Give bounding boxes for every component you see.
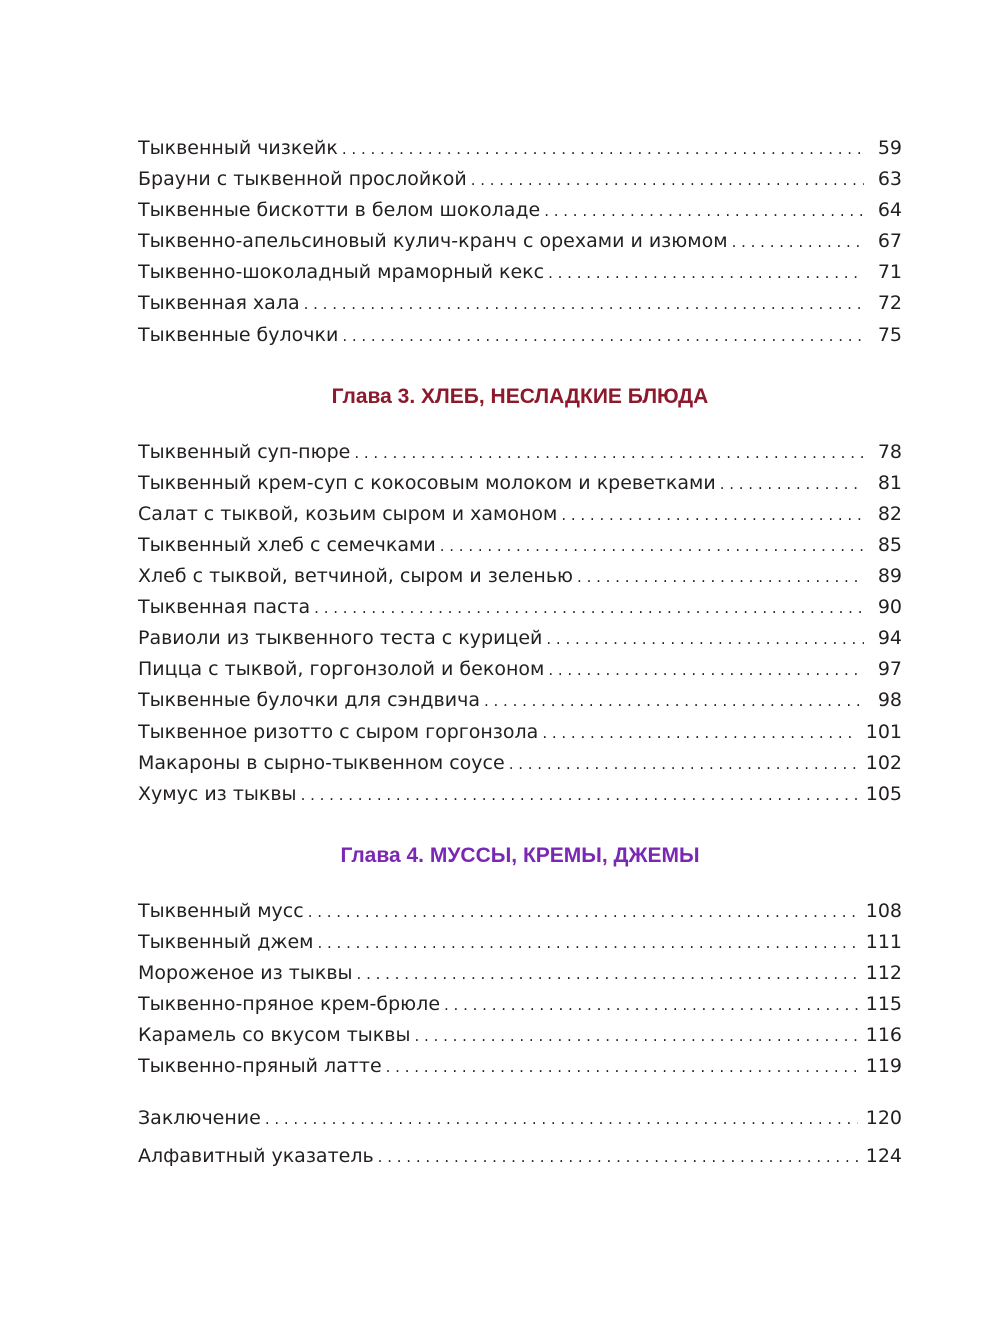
toc-entry-page: 119: [865, 1055, 902, 1078]
dot-leader: [440, 531, 864, 561]
toc-entry-page: 64: [877, 199, 902, 222]
toc-section-chapter-4: [138, 896, 902, 1083]
toc-entry[interactable]: [138, 437, 902, 468]
toc-entry[interactable]: [138, 989, 902, 1020]
toc-entry-title: Тыквенный суп-пюре: [138, 437, 354, 468]
toc-entry-page: 124: [865, 1145, 902, 1168]
toc-entry[interactable]: [138, 257, 902, 288]
toc-entry-page: 72: [877, 292, 902, 315]
toc-entry[interactable]: [138, 1099, 902, 1137]
toc-entry-page: 105: [865, 782, 902, 805]
dot-leader: [577, 562, 864, 592]
toc-entry-page: 78: [877, 440, 902, 463]
toc-entry[interactable]: [138, 592, 902, 623]
toc-entry-title: Хлеб с тыквой, ветчиной, сыром и зеленью: [138, 561, 577, 592]
toc-entry-title: Алфавитный указатель: [138, 1137, 378, 1175]
toc-entry-page: 82: [877, 502, 902, 525]
toc-entry-page: 90: [877, 596, 902, 619]
dot-leader: [546, 624, 864, 654]
toc-entry[interactable]: [138, 685, 902, 716]
toc-entry-page: 94: [877, 627, 902, 650]
dot-leader: [561, 500, 864, 530]
toc-entry-page: 120: [865, 1107, 902, 1130]
toc-entry[interactable]: [138, 654, 902, 685]
toc-entry-page: 108: [865, 899, 902, 922]
toc-entry-title: Карамель со вкусом тыквы: [138, 1020, 414, 1051]
dot-leader: [471, 165, 864, 195]
toc-entry[interactable]: [138, 133, 902, 164]
toc-entry-title: Тыквенная паста: [138, 592, 314, 623]
toc-entry-page: 63: [877, 168, 902, 191]
dot-leader: [378, 1138, 858, 1175]
dot-leader: [544, 196, 864, 226]
dot-leader: [308, 897, 858, 927]
toc-entry-title: Тыквенное ризотто с сыром горгонзола: [138, 717, 542, 748]
toc-entry-title: Тыквенный хлеб с семечками: [138, 530, 440, 561]
toc-entry[interactable]: [138, 1020, 902, 1051]
toc-entry-page: 112: [865, 961, 902, 984]
toc-entry-title: Тыквенная хала: [138, 288, 304, 319]
toc-entry-title: Заключение: [138, 1099, 265, 1137]
dot-leader: [304, 289, 864, 319]
toc-section-backmatter: [138, 1099, 902, 1175]
dot-leader: [414, 1021, 857, 1051]
toc-entry-title: Равиоли из тыквенного теста с курицей: [138, 623, 546, 654]
toc-section-chapter-3: [138, 437, 902, 810]
dot-leader: [542, 718, 857, 748]
toc-entry[interactable]: [138, 1051, 902, 1082]
toc-entry[interactable]: [138, 1137, 902, 1175]
toc-entry-title: Тыквенный джем: [138, 927, 317, 958]
dot-leader: [354, 438, 864, 468]
toc-entry[interactable]: [138, 288, 902, 319]
toc-entry-page: 97: [877, 658, 902, 681]
toc-entry[interactable]: [138, 958, 902, 989]
toc-entry[interactable]: [138, 320, 902, 351]
toc-entry-title: Тыквенно-апельсиновый кулич-кранч с орехами и изюмом: [138, 226, 732, 257]
toc-entry[interactable]: [138, 623, 902, 654]
toc-entry-title: Тыквенные булочки: [138, 320, 342, 351]
toc-entry-title: Тыквенный чизкейк: [138, 133, 342, 164]
dot-leader: [386, 1052, 858, 1082]
toc-entry-title: Тыквенные булочки для сэндвича: [138, 685, 484, 716]
dot-leader: [342, 134, 864, 164]
toc-entry-page: 111: [865, 930, 902, 953]
chapter-3-heading[interactable]: Глава 3. ХЛЕБ, НЕСЛАДКИЕ БЛЮДА: [331, 384, 709, 408]
toc-entry-title: Тыквенно-пряное крем-брюле: [138, 989, 444, 1020]
toc-entry-page: 75: [877, 323, 902, 346]
toc-entry-page: 89: [877, 565, 902, 588]
dot-leader: [720, 469, 864, 499]
toc-section-continued: [138, 133, 902, 351]
toc-entry[interactable]: [138, 748, 902, 779]
dot-leader: [484, 686, 864, 716]
toc-entry[interactable]: [138, 499, 902, 530]
toc-entry-title: Тыквенно-шоколадный мраморный кекс: [138, 257, 548, 288]
toc-entry-page: 85: [877, 533, 902, 556]
toc-entry-page: 67: [877, 230, 902, 253]
dot-leader: [548, 655, 864, 685]
toc-entry-page: 102: [865, 751, 902, 774]
dot-leader: [317, 928, 857, 958]
toc-entry[interactable]: [138, 530, 902, 561]
toc-entry[interactable]: [138, 779, 902, 810]
toc-entry-page: 81: [877, 471, 902, 494]
toc-entry[interactable]: [138, 468, 902, 499]
dot-leader: [342, 321, 864, 351]
dot-leader: [357, 959, 858, 989]
toc-entry-title: Мороженое из тыквы: [138, 958, 357, 989]
toc-entry-title: Тыквенный мусс: [138, 896, 308, 927]
toc-entry[interactable]: [138, 896, 902, 927]
toc-entry-page: 116: [865, 1024, 902, 1047]
dot-leader: [265, 1100, 858, 1137]
toc-entry-title: Макароны в сырно-тыквенном соусе: [138, 748, 509, 779]
spacer: [138, 1082, 902, 1099]
toc-entry-page: 98: [877, 689, 902, 712]
toc-entry[interactable]: [138, 226, 902, 257]
dot-leader: [509, 749, 858, 779]
dot-leader: [301, 780, 858, 810]
toc-entry-page: 71: [877, 261, 902, 284]
toc-entry-page: 59: [877, 137, 902, 159]
toc-entry[interactable]: [138, 561, 902, 592]
toc-entry-title: Тыквенные бискотти в белом шоколаде: [138, 195, 544, 226]
toc-entry-title: Брауни с тыквенной прослойкой: [138, 164, 471, 195]
toc-entry[interactable]: [138, 164, 902, 195]
toc-entry-title: Пицца с тыквой, горгонзолой и беконом: [138, 654, 548, 685]
toc-entry-title: Тыквенный крем-суп с кокосовым молоком и креветками: [138, 468, 720, 499]
toc-entry-title: Тыквенно-пряный латте: [138, 1051, 386, 1082]
dot-leader: [548, 258, 864, 288]
toc-entry[interactable]: [138, 717, 902, 748]
dot-leader: [732, 227, 864, 257]
toc-entry[interactable]: [138, 927, 902, 958]
toc-entry-page: 101: [865, 720, 902, 743]
table-of-contents: [138, 133, 902, 1175]
dot-leader: [444, 990, 858, 1020]
chapter-4-heading[interactable]: Глава 4. МУССЫ, КРЕМЫ, ДЖЕМЫ: [340, 843, 700, 867]
toc-entry-title: Хумус из тыквы: [138, 779, 301, 810]
toc-entry[interactable]: [138, 195, 902, 226]
toc-entry-title: Салат с тыквой, козьим сыром и хамоном: [138, 499, 561, 530]
dot-leader: [314, 593, 864, 623]
toc-entry-page: 115: [865, 993, 902, 1016]
